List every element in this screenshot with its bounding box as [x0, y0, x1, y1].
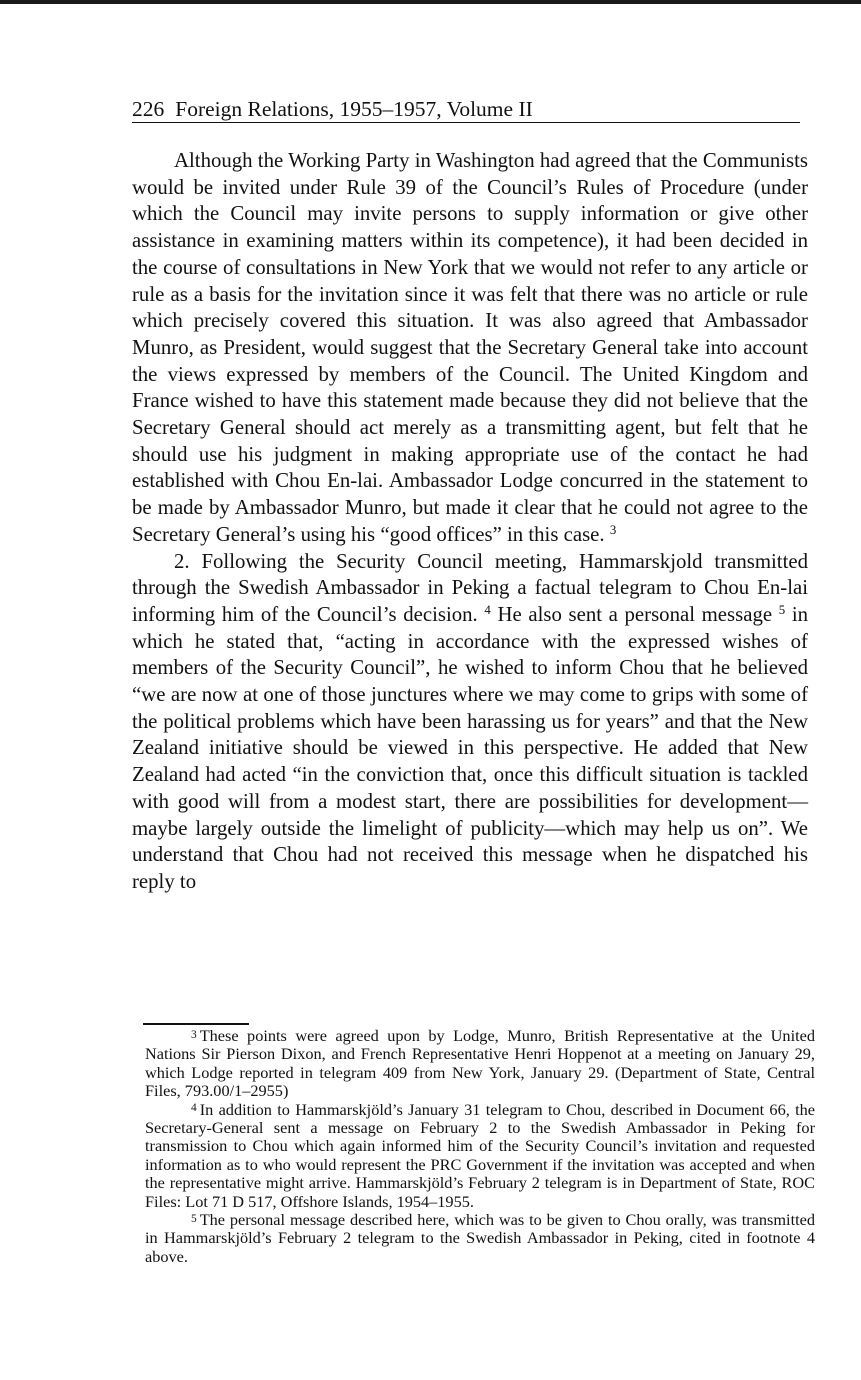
footnote-text: In addition to Hammarskjöld’s January 31 telegram to Chou, described in Document 66, the Secretary-General sent a message on February 2 to the Swedish Ambassador in Peking for transmission to Chou which again informed him of the Security Council’s invitation and requested information as to who would represent the PRC Government if the invitation was accepted and when the representative might arrive. Hammarskjöld’s February 2 telegram is in Department of State, ROC Files: Lot 71 D 517, Offshore Islands, 1954–1955.: [145, 1099, 815, 1211]
running-header: [132, 96, 800, 123]
footnote-mark: 3: [191, 1028, 197, 1041]
footnote: [145, 1101, 815, 1211]
page-top-edge: [0, 0, 861, 4]
footnotes: [145, 1027, 815, 1266]
paragraph-text: in which he stated that, “acting in accordance with the expressed wishes of members of the Security Council”, he wished to inform Chou that he believed “we are now at one of those junctures where we may come to grips with some of the political problems which have been harassing us for years” and that the New Zealand initiative should be viewed in this perspective. He added that New Zealand had acted “in the conviction that, once this difficult situation is tackled with good will from a modest start, there are possibilities for development—maybe largely outside the limelight of publicity—which may help us on”. We understand that Chou had not received this message when he dispatched his reply to: [132, 602, 808, 893]
paragraph: [132, 148, 808, 549]
footnote: [145, 1211, 815, 1266]
footnote-text: These points were agreed upon by Lodge, Munro, British Representative at the United Nations Sir Pierson Dixon, and French Representative Henri Hoppenot at a meeting on January 29, which Lodge reported in telegram 409 from New York, January 29. (Department of State, Central Files, 793.00/1–2955): [145, 1026, 815, 1101]
page-number: 226: [132, 97, 165, 121]
footnote-mark: 5: [191, 1212, 197, 1225]
footnote-reference: 3: [609, 522, 617, 537]
running-title: Foreign Relations, 1955–1957, Volume II: [175, 97, 533, 121]
footnote-rule: [143, 1023, 249, 1025]
footnote-reference: 5: [778, 602, 786, 617]
paragraph: [132, 549, 808, 896]
footnote: [145, 1027, 815, 1101]
body-text: [132, 148, 808, 896]
paragraph-text: 2. Following the Security Council meeting, Hammarskjold transmitted through the Swedish Ambassador in Peking a factual telegram to Chou En-lai informing him of the Council’s decision.: [132, 549, 808, 626]
footnote-mark: 4: [191, 1102, 197, 1115]
footnote-reference: 4: [484, 602, 491, 617]
paragraph-text: Although the Working Party in Washington had agreed that the Communists would be invited under Rule 39 of the Council’s Rules of Procedure (under which the Council may invite persons to supply information or give other assistance in examining matters within its competence), it had been decided in the course of consultations in New York that we would not refer to any article or rule as a basis for the invitation since it was felt that there was no article or rule which precisely covered this situation. It was also agreed that Ambassador Munro, as President, would suggest that the Secretary General take into account the views expressed by members of the Council. The United Kingdom and France wished to have this statement made because they did not believe that the Secretary General should act merely as a transmitting agent, but felt that he should use his judgment in making appropriate use of the contact he had established with Chou En-lai. Ambassador Lodge concurred in the statement to be made by Ambassador Munro, but made it clear that he could not agree to the Secretary General’s using his “good offices” in this case.: [132, 149, 808, 546]
paragraph-text: He also sent a personal message: [490, 602, 773, 626]
footnote-text: The personal message described here, which was to be given to Chou orally, was transmitted in Hammarskjöld’s February 2 telegram to the Swedish Ambassador in Peking, cited in footnote 4 above.: [145, 1210, 815, 1266]
